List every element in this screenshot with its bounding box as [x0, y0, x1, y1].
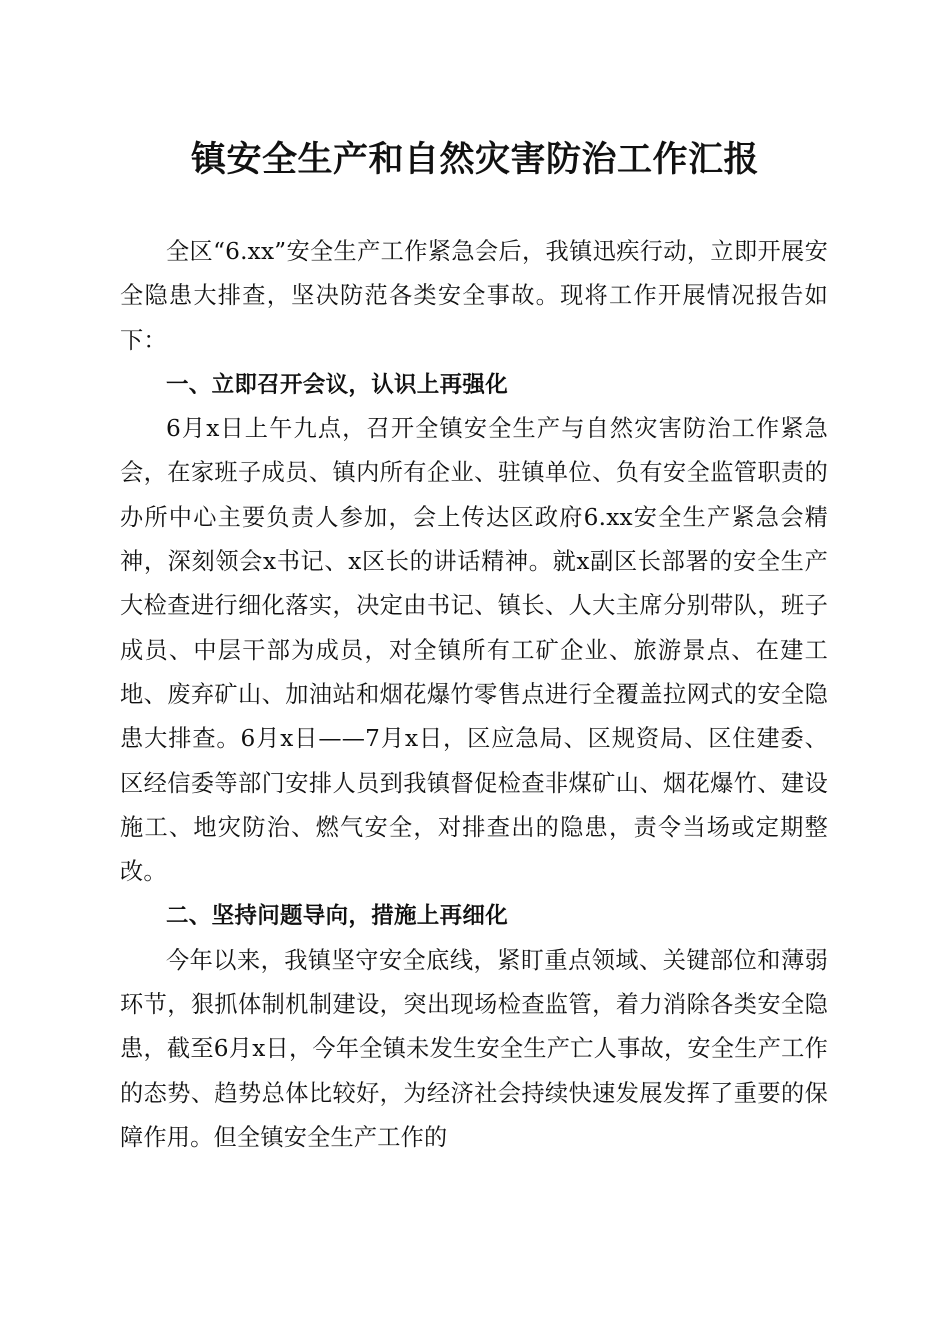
document-body: [120, 230, 828, 1160]
section-paragraph-1: 6月x日上午九点，召开全镇安全生产与自然灾害防治工作紧急会，在家班子成员、镇内所有企业、驻镇单位、负有安全监管职责的办所中心主要负责人参加，会上传达区政府6.xx安全生产紧急会精神，深刻领会x书记、x区长的讲话精神。就x副区长部署的安全生产大检查进行细化落实，决定由书记、镇长、人大主席分别带队，班子成员、中层干部为成员，对全镇所有工矿企业、旅游景点、在建工地、废弃矿山、加油站和烟花爆竹零售点进行全覆盖拉网式的安全隐患大排查。6月x日——7月x日，区应急局、区规资局、区住建委、区经信委等部门安排人员到我镇督促检查非煤矿山、烟花爆竹、建设施工、地灾防治、燃气安全，对排查出的隐患，责令当场或定期整改。: [120, 415, 828, 886]
section-paragraph-2: 今年以来，我镇坚守安全底线，紧盯重点领域、关键部位和薄弱环节，狠抓体制机制建设，突出现场检查监管，着力消除各类安全隐患，截至6月x日，今年全镇未发生安全生产亡人事故，安全生产工作的态势、趋势总体比较好，为经济社会持续快速发展发挥了重要的保障作用。但全镇安全生产工作的: [120, 946, 828, 1151]
intro-paragraph: 全区“6.xx”安全生产工作紧急会后，我镇迅疾行动，立即开展安全隐患大排查，坚决防范各类安全事故。现将工作开展情况报告如下：: [120, 238, 828, 354]
section-heading-1: 一、立即召开会议，认识上再强化: [166, 371, 509, 398]
section-heading-2: 二、坚持问题导向，措施上再细化: [166, 903, 509, 930]
document-title: 镇安全生产和自然灾害防治工作汇报: [190, 139, 759, 180]
